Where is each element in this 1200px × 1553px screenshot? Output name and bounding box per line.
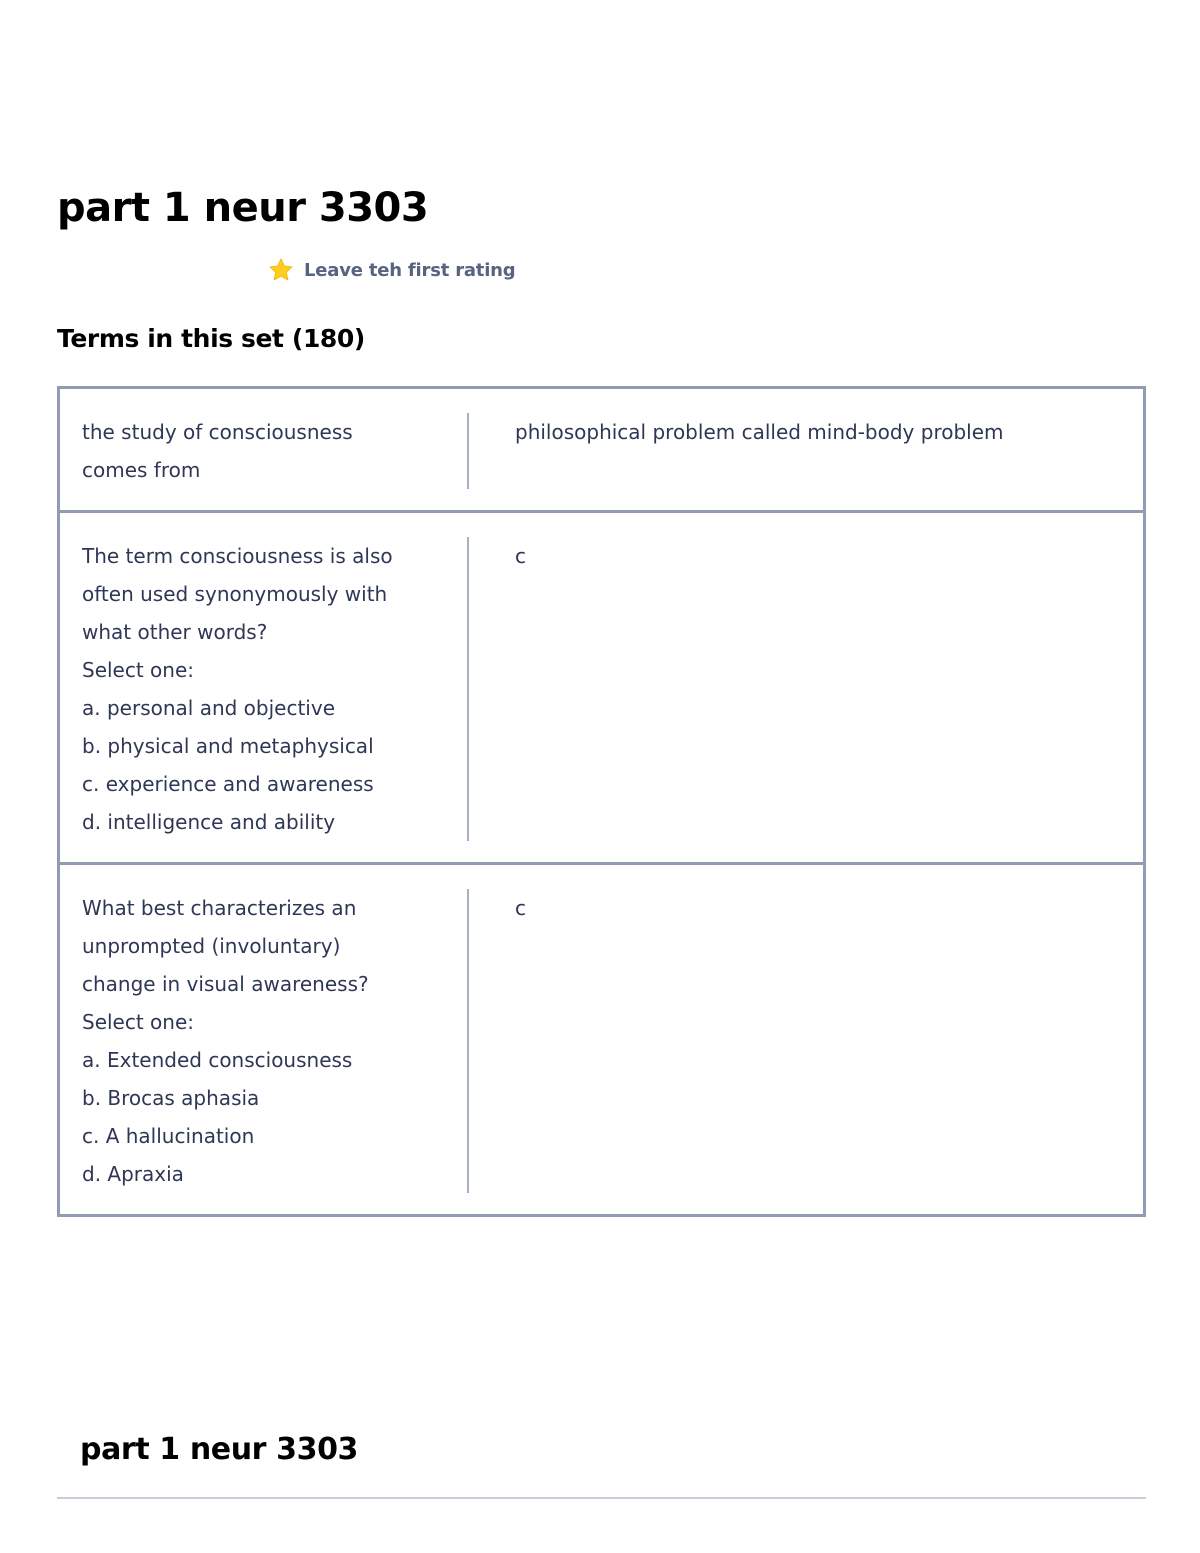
footer-divider xyxy=(57,1497,1146,1499)
term-text: What best characterizes an unprompted (involuntary) change in visual awareness? Select one: a. Extended consciousness b. Brocas aphasia c. A hallucination d. Apraxia xyxy=(60,889,469,1193)
rating-prompt[interactable] xyxy=(268,256,516,284)
rating-label[interactable]: Leave teh first rating xyxy=(304,259,516,281)
definition-text: c xyxy=(515,544,526,568)
table-row xyxy=(60,389,1143,513)
terms-table xyxy=(57,386,1146,1217)
page-title: part 1 neur 3303 xyxy=(57,185,429,231)
table-row xyxy=(60,513,1143,865)
definition-text: c xyxy=(515,896,526,920)
footer-title: part 1 neur 3303 xyxy=(80,1432,359,1467)
terms-heading: Terms in this set (180) xyxy=(57,324,365,353)
table-row xyxy=(60,865,1143,1217)
term-text: The term consciousness is also often used synonymously with what other words? Select one: a. personal and objective b. physical and metaphysical c. experience and awareness d. intelligence and ability xyxy=(60,537,469,841)
term-text: the study of consciousness comes from xyxy=(60,413,469,489)
definition-text: philosophical problem called mind-body problem xyxy=(515,420,1004,444)
star-icon xyxy=(268,257,294,283)
